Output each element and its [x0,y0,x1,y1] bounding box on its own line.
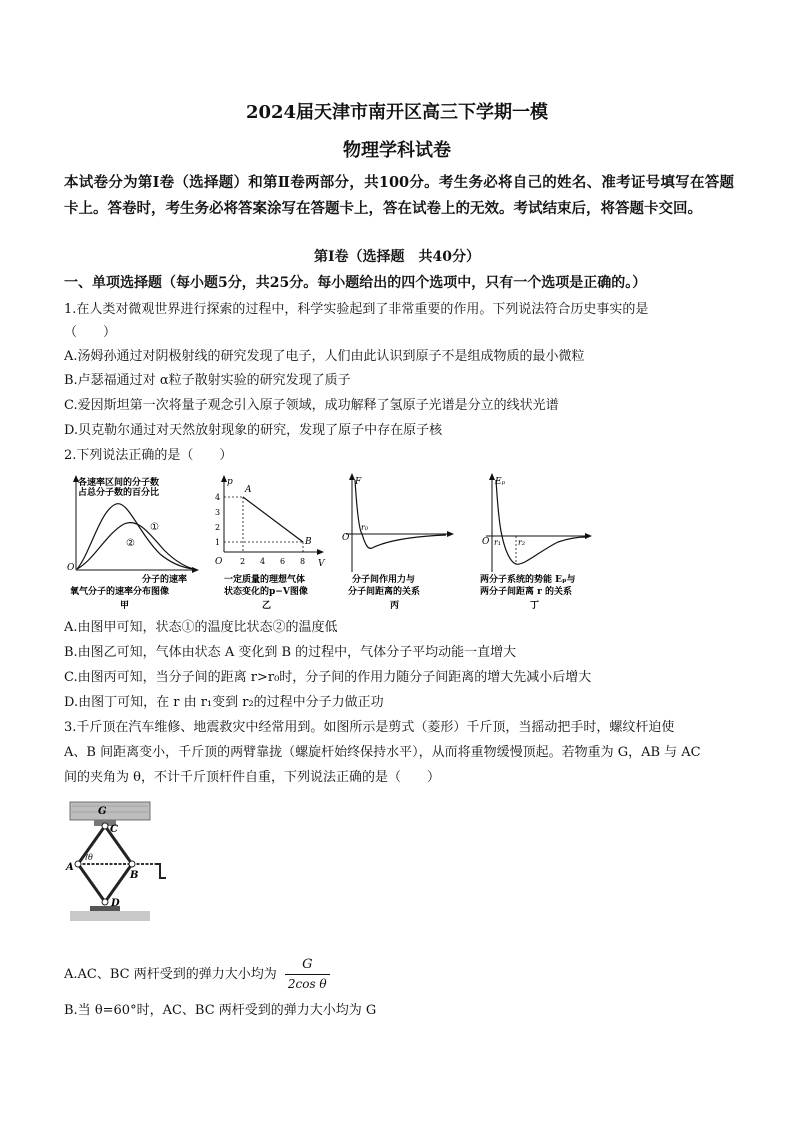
exam-title: 2024届天津市南开区高三下学期一模 [245,102,549,123]
q2-option-a: A.由图甲可知，状态①的温度比状态②的温度低 [64,620,338,635]
jia-origin: O [67,563,75,573]
jack-label-a: A [66,862,74,873]
yi-point-b: B [305,537,312,547]
figure-ding [478,472,596,612]
q1-option-a: A.汤姆孙通过对阴极射线的研究发现了电子，人们由此认识到原子不是组成物质的最小微粒 [64,349,585,364]
section-title: 一、单项选择题（每小题5分，共25分。每小题给出的四个选项中，只有一个选项是正确的。） [64,275,647,291]
figure-jack-diagram [64,800,174,925]
q2-option-b: B.由图乙可知，气体由状态 A 变化到 B 的过程中，气体分子平均动能一直增大 [64,645,517,660]
jack-joint-b [129,861,135,867]
yi-y-ticks [215,493,220,547]
jia-curve2-label: ② [126,538,135,549]
yi-ytick-1: 1 [215,538,221,547]
q2-option-c: C.由图丙可知，当分子间的距离 r>r₀时，分子间的作用力随分子间距离的增大先减小后增大 [64,670,592,685]
jia-curve-1 [77,523,194,569]
yi-caption-line1: 一定质量的理想气体 [224,575,306,585]
fraction-denominator: 2cos θ [287,977,327,991]
yi-tag: 乙 [262,601,272,611]
ding-x-arrow [585,533,592,539]
yi-xlabel: V [318,559,325,569]
jack-label-d: D [111,898,120,909]
yi-x-arrow [317,549,324,555]
bing-caption-line2: 分子间距离的关系 [348,587,421,597]
ding-energy-curve [496,480,586,564]
q3-stem-line2: A、B 间距离变小，千斤顶的两臂靠拢（螺旋杆始终保持水平），从而将重物缓慢顶起。若物重为 G，AB 与 AC [64,745,701,760]
jia-curve1-label: ① [150,522,159,533]
exam-subtitle: 物理学科试卷 [343,140,451,161]
jack-label-theta: θ [88,853,93,862]
q1-option-c: C.爱因斯坦第一次将量子观念引入原子领域，成功解释了氢原子光谱是分立的线状光谱 [64,398,559,413]
yi-ytick-2: 2 [215,523,221,532]
jack-label-b: B [130,870,139,881]
q3-option-a-text: A.AC、BC 两杆受到的弹力大小均为 [64,967,277,982]
jia-xlabel: 分子的速率 [142,575,188,585]
jack-joint-c [102,823,108,829]
q3-option-a-fraction [285,956,330,993]
ding-caption-line1: 两分子系统的势能 Eₚ与 [480,575,576,585]
jack-ground [70,911,150,921]
figure-bing [338,472,458,612]
ding-caption-line2: 两分子间距离 r 的关系 [480,587,573,597]
jack-arm-bd [105,864,132,902]
jack-load-block [70,802,150,820]
bing-ylabel: F [355,477,362,487]
jia-tag: 甲 [120,601,130,611]
yi-ylabel: p [227,477,233,487]
ding-r1-label: r₁ [494,538,502,547]
q3-stem-line3: 间的夹角为 θ，不计千斤顶杆件自重，下列说法正确的是（ ） [64,770,440,785]
yi-ytick-3: 3 [215,508,221,517]
figure-ding-graph [478,472,596,612]
jia-caption: 氧气分子的速率分布图像 [70,587,170,597]
exam-instructions: 本试卷分为第Ⅰ卷（选择题）和第Ⅱ卷两部分，共100分。考生务必将自己的姓名、准考证号填写在答题卡上。答卷时，考生务必将答案涂写在答题卡上，答在试卷上的无效。考试结束后，将答题卡交回。 [64,174,734,217]
jia-curve-2 [77,504,194,569]
yi-origin: O [215,557,223,567]
q2-option-d: D.由图丁可知，在 r 由 r₁变到 r₂的过程中分子力做正功 [64,695,384,710]
q1-stem-bracket: （ ） [64,325,117,340]
ding-ylabel: Eₚ [495,477,506,487]
q1-option-d: D.贝克勒尔通过对天然放射现象的研究，发现了原子中存在原子核 [64,423,443,438]
q1-option-b: B.卢瑟福通过对 α粒子散射实验的研究发现了质子 [64,373,351,388]
bing-caption-line1: 分子间作用力与 [352,575,416,585]
jack-joint-d [102,899,108,905]
jack-joint-a [75,861,81,867]
jia-ylabel-line2: 占总分子数的百分比 [78,488,160,498]
fraction-numerator: G [285,956,330,975]
jia-ylabel-line1: 各速率区间的分子数 [78,478,160,488]
yi-point-a: A [245,485,252,495]
yi-process-line [243,497,303,542]
jack-label-g: G [98,806,107,817]
jack-arm-ad [78,864,105,902]
ding-tag: 丁 [530,601,540,611]
bing-x-arrow [447,531,454,537]
jack-label-c: C [110,824,118,835]
bing-r0-label: r₀ [361,523,369,532]
yi-xtick-6: 6 [280,557,286,566]
jack-handle [156,864,166,878]
yi-xtick-4: 4 [260,557,266,566]
yi-caption-line2: 状态变化的p−V图像 [224,587,308,597]
figure-jia-graph [64,472,204,612]
yi-x-ticks [240,557,305,566]
ding-r2-label: r₂ [518,538,526,547]
q1-stem: 1.在人类对微观世界进行探索的过程中，科学实验起到了非常重要的作用。下列说法符合历史事实的是 [64,302,649,317]
q3-stem-line1: 3.千斤顶在汽车维修、地震救灾中经常用到。如图所示是剪式（菱形）千斤顶，当摇动把手时，螺纹杆迫使 [64,720,675,735]
figure-yi-graph [210,472,330,612]
figure-yi [210,472,330,612]
figure-bing-graph [338,472,458,612]
bing-origin: O [342,533,350,543]
bing-tag: 丙 [390,601,400,611]
q3-option-b: B.当 θ=60°时，AC、BC 两杆受到的弹力大小均为 G [64,1003,377,1018]
q2-stem: 2.下列说法正确的是（ ） [64,448,233,463]
yi-ytick-4: 4 [215,493,221,502]
q3-option-a [64,956,744,993]
ding-origin: O [482,537,490,547]
bing-force-curve [355,480,446,548]
yi-xtick-2: 2 [240,557,246,566]
figure-jack [64,800,174,925]
jia-x-arrow [192,567,199,573]
figure-jia [64,472,204,612]
yi-xtick-8: 8 [300,557,306,566]
part-title: 第Ⅰ卷（选择题 共40分） [313,249,481,265]
